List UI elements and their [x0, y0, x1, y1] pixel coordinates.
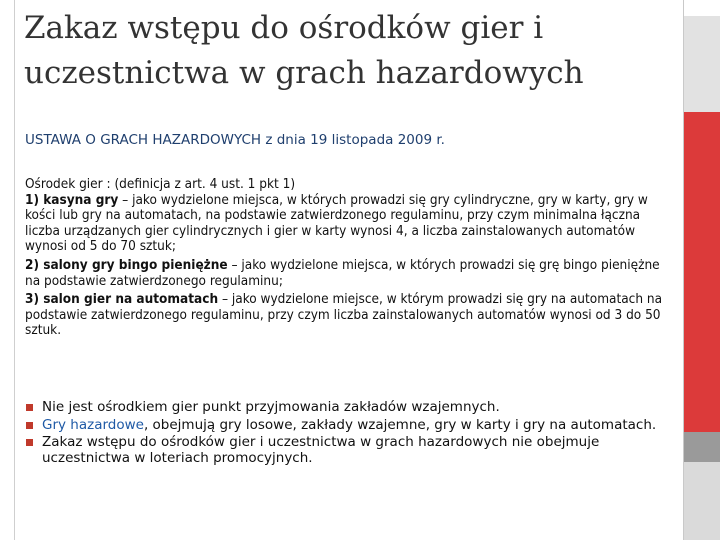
- list-item: [24, 400, 680, 416]
- definition-item-label: 2) salony gry bingo pieniężne: [25, 256, 228, 273]
- definition-item-text: – jako wydzielone miejsca, w których prowadzi się gry cylindryczne, gry w karty, gry w kości lub gry na automatach, na podstawie zatwierdzonego regulaminu, przy czym minimalna łączna liczba urządzanych gier cylindrycznych i gier w karty wynosi 4, a liczba zainstalowanych automatów wynosi od 5 do 70 sztuk;: [25, 191, 648, 255]
- list-item-lead: Gry hazardowe: [42, 416, 144, 433]
- title-line-1: Zakaz wstępu do ośrodków gier i: [24, 10, 544, 46]
- list-item-text: , obejmują gry losowe, zakłady wzajemne, gry w karty i gry na automatach.: [143, 416, 657, 433]
- notes-list: [24, 400, 680, 468]
- list-item: [24, 418, 680, 434]
- definition-reference: : (definicja z art. 4 ust. 1 pkt 1): [102, 176, 296, 192]
- square-bullet-icon: [26, 404, 33, 411]
- definition-intro: [25, 177, 677, 193]
- definition-term: Ośrodek gier: [25, 176, 103, 192]
- side-bar-band: [683, 432, 720, 462]
- definition-item-slot-salon: [25, 292, 677, 339]
- slide-title: [24, 6, 674, 96]
- definition-item-bingo: [25, 258, 677, 289]
- list-item-text: Nie jest ośrodkiem gier punkt przyjmowania zakładów wzajemnych.: [42, 399, 500, 415]
- definition-item-label: 1) kasyna gry: [25, 191, 119, 208]
- square-bullet-icon: [26, 422, 33, 429]
- square-bullet-icon: [26, 439, 33, 446]
- side-bar-edge: [683, 0, 684, 540]
- side-bar-accent-band: [683, 112, 720, 432]
- definition-block: [25, 177, 677, 339]
- definition-item-text: – jako wydzielone miejsca, w których prowadzi się grę bingo pieniężne na podstawie zatwierdzonego regulaminu;: [25, 256, 660, 289]
- list-item: [24, 435, 680, 466]
- side-bar-band: [683, 16, 720, 112]
- left-divider-line: [14, 0, 15, 540]
- list-item-text: Zakaz wstępu do ośrodków gier i uczestnictwa w grach hazardowych nie obejmuje uczestnictwa w loteriach promocyjnych.: [42, 434, 600, 466]
- act-subtitle: USTAWA O GRACH HAZARDOWYCH z dnia 19 listopada 2009 r.: [25, 132, 445, 148]
- title-line-2: uczestnictwa w grach hazardowych: [24, 55, 584, 91]
- side-bar-band: [683, 462, 720, 540]
- definition-item-casino: [25, 193, 677, 255]
- decorative-side-bar: [683, 0, 720, 540]
- definition-item-text: – jako wydzielone miejsce, w którym prowadzi się gry na automatach na podstawie zatwierdzonego regulaminu, przy czym liczba zainstalowanych automatów wynosi od 3 do 50 sztuk.: [25, 291, 663, 339]
- side-bar-band: [683, 0, 720, 16]
- definition-item-label: 3) salon gier na automatach: [25, 291, 219, 308]
